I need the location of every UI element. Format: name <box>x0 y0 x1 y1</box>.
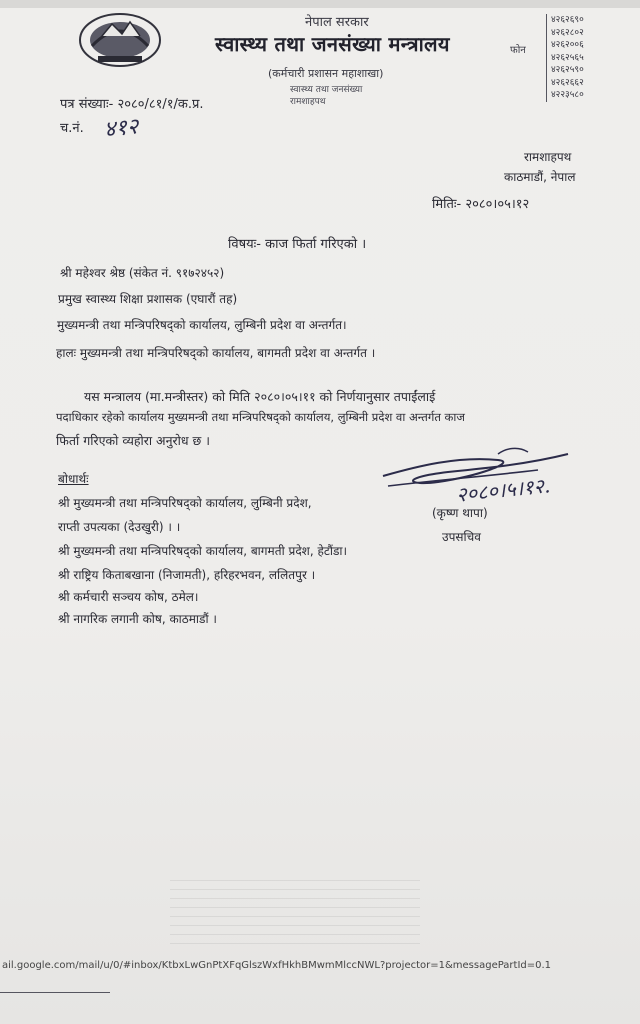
copy-recipient-item: श्री कर्मचारी सञ्चय कोष, ठमेल। <box>58 590 199 604</box>
body-line: पदाधिकार रहेको कार्यालय मुख्यमन्त्री तथा मन्त्रिपरिषद्को कार्यालय, लुम्बिनी प्रदेश वा अन्तर्गत काज <box>56 410 465 424</box>
recipient-line: मुख्यमन्त्री तथा मन्त्रिपरिषद्को कार्यालय, लुम्बिनी प्रदेश वा अन्तर्गत। <box>57 318 347 332</box>
dispatch-label: च.नं. <box>60 121 84 136</box>
phone-number: ४२६२६६२ <box>551 77 584 88</box>
phone-number: ४२६२८०२ <box>551 27 584 38</box>
signatory-title: उपसचिव <box>442 530 481 544</box>
ministry-title: स्वास्थ्य तथा जनसंख्या मन्त्रालय <box>215 32 450 56</box>
footer-divider <box>0 992 110 993</box>
recipient-line: श्री महेश्वर श्रेष्ठ (संकेत नं. ९१७२४५२) <box>60 266 225 280</box>
phone-numbers <box>546 14 584 102</box>
signatory-name: (कृष्ण थापा) <box>432 506 488 520</box>
stamp-line: स्वास्थ्य तथा जनसंख्या <box>290 85 363 95</box>
stamp-line: रामशाहपथ <box>290 97 326 107</box>
division-line: (कर्मचारी प्रशासन महाशाखा) <box>268 67 384 80</box>
gov-line: नेपाल सरकार <box>305 15 369 30</box>
phone-number: ४२६२००६ <box>551 40 584 50</box>
signature-date: २०८०।५।१२. <box>455 473 552 507</box>
browser-url-footer: ail.google.com/mail/u/0/#inbox/KtbxLwGnPtXFqGlszWxfHkhBMwmMlccNWL?projector=1&messagePartId=0.1 <box>2 960 552 971</box>
phone-number: ४२६२५६५ <box>551 52 584 63</box>
copy-recipient-item: श्री मुख्यमन्त्री तथा मन्त्रिपरिषद्को कार्यालय, बागमती प्रदेश, हेटौंडा। <box>58 544 348 558</box>
body-line: फिर्ता गरिएको व्यहोरा अनुरोध छ । <box>56 433 211 448</box>
recipient-line: प्रमुख स्वास्थ्य शिक्षा प्रशासक (एघारौं तह) <box>58 292 238 306</box>
copy-recipient-item: श्री मुख्यमन्त्री तथा मन्त्रिपरिषद्को कार्यालय, लुम्बिनी प्रदेश, <box>58 496 312 510</box>
phone-number: ४२६२६९० <box>551 15 584 25</box>
bleed-through-texture <box>170 880 420 950</box>
office-stamp <box>290 84 362 108</box>
phone-number: ४२२३५८० <box>551 90 584 100</box>
dispatch-number: ४१२ <box>102 114 140 143</box>
subject-line: विषयः- काज फिर्ता गरिएको । <box>228 237 367 252</box>
phone-number: ४२६२५९० <box>551 65 584 75</box>
copy-recipient-item: श्री नागरिक लगानी कोष, काठमाडौं । <box>58 612 217 626</box>
phone-label: फोन <box>510 45 526 56</box>
address-line: रामशाहपथ <box>524 150 572 164</box>
copy-recipient-item: राप्ती उपत्यका (देउखुरी) । । <box>58 520 181 534</box>
letter-reference-number: पत्र संख्याः- २०८०/८१/१/क.प्र. <box>60 97 204 112</box>
nepal-emblem-icon <box>72 6 168 70</box>
copy-recipient-item: श्री राष्ट्रिय किताबखाना (निजामती), हरिहरभवन, ललितपुर । <box>58 568 316 582</box>
body-line: यस मन्त्रालय (मा.मन्त्रीस्तर) को मिति २०८०।०५।११ को निर्णयानुसार तपाईंलाई <box>84 389 436 404</box>
letter-date: मितिः- २०८०।०५।१२ <box>432 197 530 212</box>
copies-to-label: बोधार्थः <box>58 472 89 486</box>
address-line: काठमाडौं, नेपाल <box>504 170 576 184</box>
recipient-line: हालः मुख्यमन्त्री तथा मन्त्रिपरिषद्को कार्यालय, बागमती प्रदेश वा अन्तर्गत । <box>56 346 376 360</box>
